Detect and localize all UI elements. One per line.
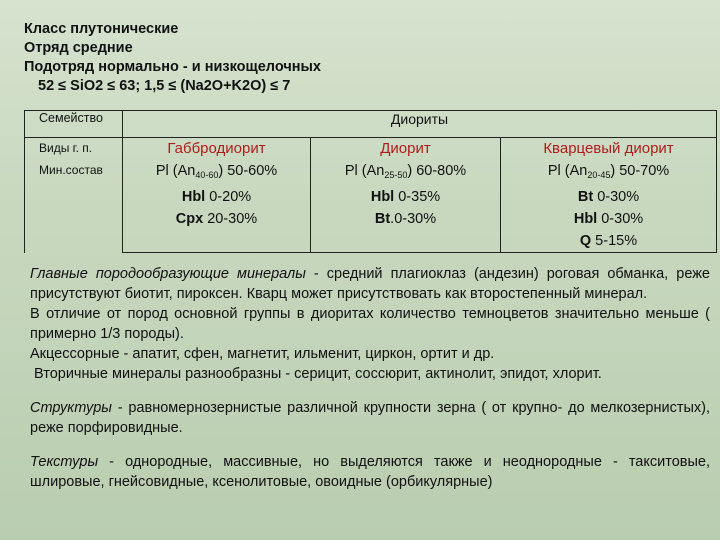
rock-name: Кварцевый диорит xyxy=(543,140,674,157)
species-label-cell xyxy=(25,138,123,253)
rock-name: Диорит xyxy=(380,140,431,157)
rock-name: Габбродиорит xyxy=(167,140,266,157)
pl-line: Pl $(An_{25-50})$ 60-80% xyxy=(344,163,467,180)
mineral-line: Bt 0-30% xyxy=(577,189,640,205)
header-order: Отряд средние xyxy=(24,40,133,56)
paragraph-secondary: Вторичные минералы разнообразны - серицит, соссюрит, актинолит, эпидот, хлорит. xyxy=(30,366,602,382)
header-suborder: Подотряд нормально - и низкощелочных xyxy=(24,59,321,75)
family-label: Семейство xyxy=(25,111,123,138)
pl-line: Pl $(An_{20-45})$ 50-70% xyxy=(547,163,670,180)
mineral-line: Hbl 0-35% xyxy=(370,189,441,205)
paragraph-structures: Структуры - равномернозернистые различной крупности зерна ( от крупно- до мелкозернистых), реже порфировидные. xyxy=(30,400,710,436)
mineral-table xyxy=(24,110,717,253)
header-block xyxy=(24,20,321,96)
table-row-species xyxy=(25,138,717,253)
composition-label: Мин.состав xyxy=(39,163,103,177)
mineral-line: Cpx 20-30% xyxy=(175,211,258,227)
species-label: Виды г. п. xyxy=(39,141,93,155)
mineral-line: Q 5-15% xyxy=(579,233,638,249)
paragraph-accessory: Акцессорные - апатит, сфен, магнетит, ильменит, циркон, ортит и др. xyxy=(30,346,495,362)
pl-line: Pl $(An_{40-60})$ 50-60% xyxy=(155,163,278,180)
mineral-line: Hbl 0-20% xyxy=(181,189,252,205)
paragraph-textures: Текстуры - однородные, массивные, но выделяются также и неоднородные - такситовые, шлировые, гнейсовидные, ксенолитовые, овоидные (орбикулярные) xyxy=(30,454,710,490)
header-formula: 52 ≤ SiO2 ≤ 63; 1,5 ≤ (Na2O+K2O) ≤ 7 xyxy=(38,78,291,94)
description-text xyxy=(30,264,710,492)
mineral-line: Bt.0-30% xyxy=(374,211,437,227)
header-class: Класс плутонические xyxy=(24,21,179,37)
paragraph-dark-minerals: В отличие от пород основной группы в диоритах количество темноцветов значительно меньше ( примерно 1/3 породы). xyxy=(30,306,710,342)
paragraph-main-minerals: Главные породообразующие минералы - средний плагиоклаз (андезин) роговая обманка, реже присутствуют биотит, пироксен. Кварц может присутствовать как второстепенный минерал. xyxy=(30,266,710,302)
rock-cell-2 xyxy=(501,138,717,253)
table-row-family xyxy=(25,111,717,138)
rock-cell-0 xyxy=(123,138,311,253)
rock-cell-1 xyxy=(311,138,501,253)
mineral-line: Hbl 0-30% xyxy=(573,211,644,227)
family-value: Диориты xyxy=(123,111,717,138)
